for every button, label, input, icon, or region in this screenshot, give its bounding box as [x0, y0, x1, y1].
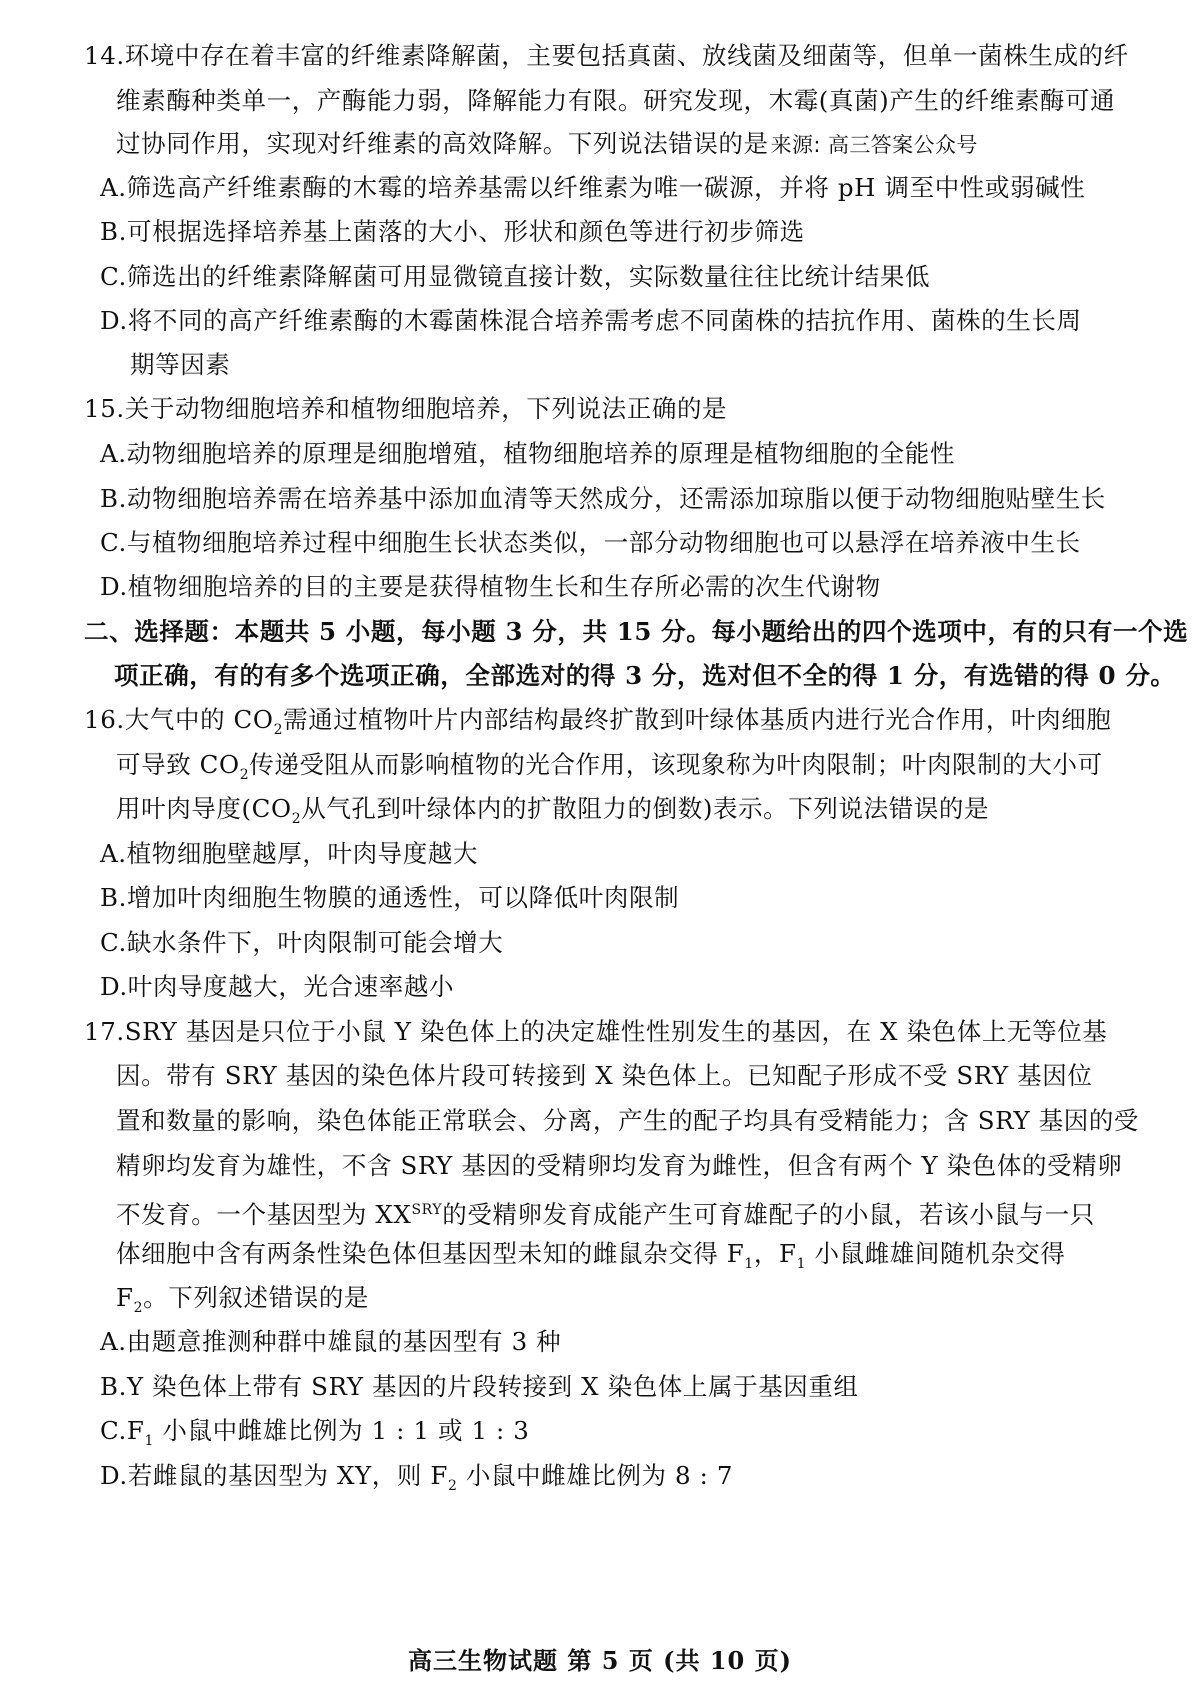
q17-text: 小鼠中雌雄比例为 8 : 7: [457, 1461, 734, 1490]
q15-option-a: A.动物细胞培养的原理是细胞增殖，植物细胞培养的原理是植物细胞的全能性: [100, 439, 955, 468]
q17-text: D.若雌鼠的基因型为 XY，则 F: [100, 1461, 448, 1490]
q17-text: 不发育。一个基因型为 XX: [116, 1200, 412, 1230]
q16-text: 需通过植物叶片内部结构最终扩散到叶绿体基质内进行光合作用，叶肉细胞: [283, 705, 1112, 734]
q14-stem-line-2: 维素酶种类单一，产酶能力弱，降解能力有限。研究发现，木霉(真菌)产生的纤维素酶可通: [116, 86, 1116, 115]
source-watermark: 来源: 高三答案公众号: [770, 133, 978, 157]
q15-stem: 15.关于动物细胞培养和植物细胞培养，下列说法正确的是: [84, 394, 728, 423]
q16-stem-line-2: [116, 749, 1103, 791]
q17-stem-line-4: 精卵均发育为雄性，不含 SRY 基因的受精卵均发育为雌性，但含有两个 Y 染色体的受精卵: [116, 1151, 1123, 1180]
q16-stem-line-3: [116, 793, 989, 835]
q17-stem-line-7: [116, 1282, 369, 1324]
q17-text: 的受精卵发育成能产生可育雄配子的小鼠，若该小鼠与一只: [442, 1200, 1095, 1230]
q17-option-d: [100, 1460, 733, 1502]
q17-text: ，F: [753, 1239, 797, 1268]
q14-stem-line-3: [116, 128, 978, 161]
q17-stem-line-1: 17.SRY 基因是只位于小鼠 Y 染色体上的决定雄性性别发生的基因，在 X 染色体上无等位基: [84, 1017, 1108, 1046]
superscript: SRY: [411, 1202, 443, 1218]
section-2-heading-line-2: 项正确，有的有多个选项正确，全部选对的得 3 分，选对但不全的得 1 分，有选错的得 0 分。: [114, 661, 1176, 690]
q15-option-c: C.与植物细胞培养过程中细胞生长状态类似，一部分动物细胞也可以悬浮在培养液中生长: [100, 528, 1081, 557]
q15-option-d: D.植物细胞培养的目的主要是获得植物生长和生存所必需的次生代谢物: [100, 572, 881, 601]
q17-text: 。下列叙述错误的是: [143, 1283, 370, 1312]
q17-text: 小鼠中雌雄比例为 1 : 1 或 1 : 3: [153, 1416, 530, 1445]
q17-stem-line-5: [116, 1194, 1095, 1231]
subscript: 1: [144, 1432, 154, 1449]
q16-text: 可导致 CO: [116, 750, 240, 779]
q14-stem-text: 过协同作用，实现对纤维素的高效降解。下列说法错误的是: [116, 129, 769, 158]
page-footer: 高三生物试题 第 5 页 (共 10 页): [408, 1646, 792, 1675]
subscript: 2: [447, 1477, 458, 1494]
q14-option-d-line-1: D.将不同的高产纤维素酶的木霉菌株混合培养需考虑不同菌株的拮抗作用、菌株的生长周: [100, 306, 1082, 335]
q16-option-c: C.缺水条件下，叶肉限制可能会增大: [100, 928, 504, 957]
q17-text: F: [116, 1283, 134, 1312]
q17-option-b: B.Y 染色体上带有 SRY 基因的片段转接到 X 染色体上属于基因重组: [100, 1372, 859, 1401]
subscript: 2: [133, 1299, 144, 1316]
q17-option-a: A.由题意推测种群中雄鼠的基因型有 3 种: [100, 1327, 562, 1356]
q17-stem-line-2: 因。带有 SRY 基因的染色体片段可转接到 X 染色体上。已知配子形成不受 SRY 基因位: [116, 1061, 1093, 1090]
q17-option-c: [100, 1415, 529, 1457]
subscript: 2: [291, 810, 302, 827]
subscript: 2: [239, 766, 250, 783]
q16-text: 16.大气中的 CO: [84, 705, 274, 734]
q15-option-b: B.动物细胞培养需在培养基中添加血清等天然成分，还需添加琼脂以便于动物细胞贴壁生长: [100, 484, 1106, 513]
q14-option-a: A.筛选高产纤维素酶的木霉的培养基需以纤维素为唯一碳源，并将 pH 调至中性或弱碱性: [100, 173, 1086, 202]
q17-stem-line-6: [116, 1238, 1066, 1280]
subscript: 1: [796, 1255, 807, 1272]
q17-text: 小鼠雌雄间随机杂交得: [806, 1239, 1066, 1268]
q16-option-d: D.叶肉导度越大，光合速率越小: [100, 972, 455, 1001]
q16-option-b: B.增加叶肉细胞生物膜的通透性，可以降低叶肉限制: [100, 883, 680, 912]
q16-text: 传递受阻从而影响植物的光合作用，该现象称为叶肉限制；叶肉限制的大小可: [249, 750, 1103, 779]
q17-text: C.F: [100, 1416, 145, 1445]
q17-stem-line-3: 置和数量的影响，染色体能正常联会、分离，产生的配子均具有受精能力；含 SRY 基因的受: [116, 1106, 1140, 1135]
q16-text: 从气孔到叶绿体内的扩散阻力的倒数)表示。下列说法错误的是: [301, 794, 990, 823]
q16-option-a: A.植物细胞壁越厚，叶肉导度越大: [100, 839, 479, 868]
q14-option-b: B.可根据选择培养基上菌落的大小、形状和颜色等进行初步筛选: [100, 217, 805, 246]
q16-stem-line-1: [84, 704, 1111, 746]
subscript: 2: [273, 721, 284, 738]
section-2-heading-line-1: 二、选择题：本题共 5 小题，每小题 3 分，共 15 分。每小题给出的四个选项中，有的只有一个选: [84, 617, 1189, 646]
q16-text: 用叶肉导度(CO: [116, 794, 292, 823]
q14-stem-line-1: 14.环境中存在着丰富的纤维素降解菌，主要包括真菌、放线菌及细菌等，但单一菌株生成的纤: [84, 41, 1129, 70]
q17-text: 体细胞中含有两条性染色体但基因型未知的雌鼠杂交得 F: [116, 1239, 745, 1268]
subscript: 1: [744, 1255, 754, 1272]
q14-option-d-line-2: 期等因素: [130, 350, 231, 379]
q14-option-c: C.筛选出的纤维素降解菌可用显微镜直接计数，实际数量往往比统计结果低: [100, 262, 931, 291]
